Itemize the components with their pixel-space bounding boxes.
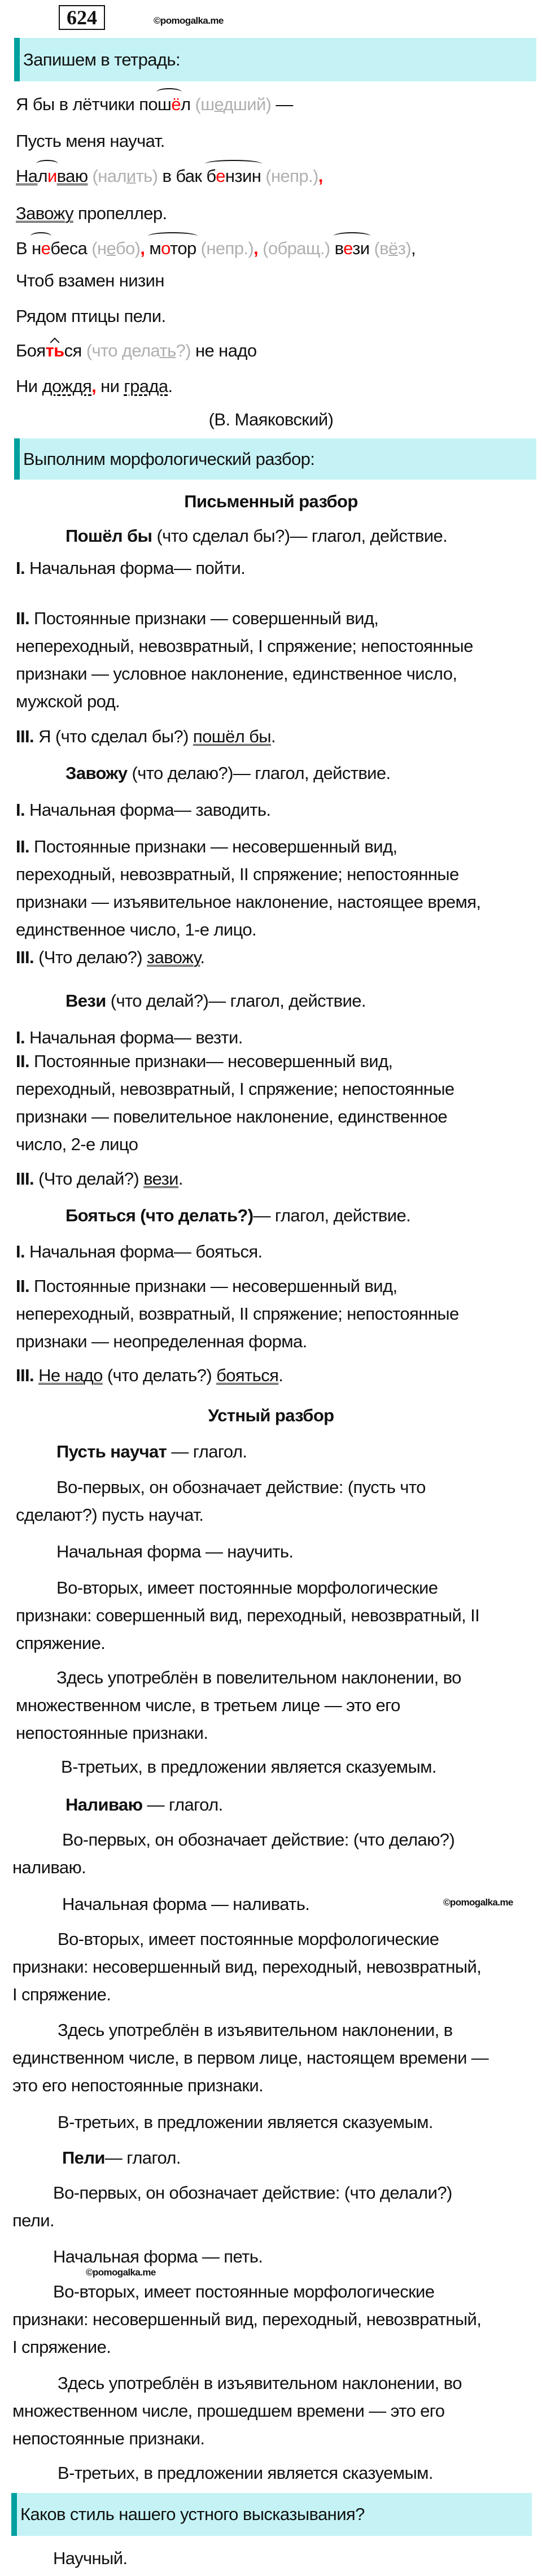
poem-line <box>16 372 173 400</box>
numeral: II. <box>16 608 30 628</box>
highlighted-letter: е <box>41 238 51 258</box>
text: Во-первых, он обозначает действие: (пусть что <box>56 1477 426 1497</box>
text: Рядом птицы пели. <box>16 306 166 326</box>
hint-letter: и <box>126 166 136 186</box>
watermark: ©pomogalka.me <box>154 15 224 26</box>
syntactic-role <box>16 723 276 750</box>
hint: (что дела <box>81 341 160 360</box>
task-title: Выполним морфологический разбор: <box>23 449 315 469</box>
ending-arc <box>158 90 181 118</box>
numeral: III. <box>16 1365 34 1385</box>
text: Начальная форма — петь. <box>53 2247 263 2266</box>
word: Пели <box>62 2148 105 2168</box>
text: В-третьих, в предложении является сказуемым. <box>58 2112 433 2132</box>
word: Завожу <box>65 763 128 783</box>
text: б <box>206 166 216 186</box>
text: Здесь употреблён в повелительном наклонении, во <box>56 1668 461 1687</box>
task-header-2 <box>14 438 536 480</box>
text: наливаю. <box>12 1857 86 1877</box>
hint: дший) <box>223 94 272 114</box>
text: л <box>37 166 47 186</box>
text: Постоянные признаки — несовершенный вид, <box>29 1276 397 1296</box>
text: спряжение. <box>16 1633 106 1653</box>
poem-line <box>16 127 165 155</box>
paragraph <box>16 1753 436 1781</box>
root-arc <box>206 162 261 190</box>
initial-form <box>16 796 270 824</box>
paragraph <box>16 1574 479 1657</box>
hint-letter: е <box>106 238 116 258</box>
text: в <box>334 238 344 258</box>
word: Наливаю <box>65 1795 143 1814</box>
text: Я бы в лётчики по <box>16 94 158 114</box>
paragraph <box>16 1664 461 1747</box>
text: . <box>278 1365 283 1385</box>
text: На <box>16 166 38 186</box>
numeral: II. <box>16 837 30 856</box>
hint: (н <box>87 238 107 258</box>
text: (Что делаю?) <box>34 947 147 967</box>
heading: Письменный разбор <box>184 491 358 511</box>
poem-author <box>0 406 542 433</box>
entry-heading <box>62 2144 181 2172</box>
task-header-1 <box>14 38 536 81</box>
root-arc <box>37 162 56 190</box>
paragraph <box>16 1473 426 1529</box>
numeral: I. <box>16 1028 25 1047</box>
hint: ть) <box>136 166 158 186</box>
text: . <box>200 947 205 967</box>
text: переходный, невозвратный, I спряжение; непостоянные <box>16 1079 454 1099</box>
written-title <box>0 488 542 515</box>
text: Постоянные признаки— несовершенный вид, <box>29 1051 393 1071</box>
text: непереходный, невозвратный, I спряжение; непостоянные <box>16 636 473 656</box>
text: зи <box>352 238 370 258</box>
constant-features <box>16 833 480 943</box>
text: Во-вторых, имеет постоянные морфологические <box>56 1578 438 1598</box>
text: Научный. <box>53 2548 128 2568</box>
numeral: I. <box>16 558 25 578</box>
text: ся <box>64 341 82 360</box>
red-comma: , <box>91 376 97 396</box>
text: признаки — повелительное наклонение, единственное <box>16 1107 447 1126</box>
entry-heading <box>65 522 447 550</box>
text: — глагол. <box>104 2148 181 2168</box>
word: Пусть научат <box>56 1442 167 1461</box>
suffix-mark: ть <box>46 337 64 364</box>
paragraph <box>12 2108 433 2136</box>
predicate: вези <box>143 1169 178 1189</box>
hint: (непр.) <box>196 238 254 258</box>
numeral: III. <box>16 726 34 746</box>
text: единственном числе, в первом лице, настоящем времени — <box>12 2048 489 2068</box>
poem-line <box>16 267 164 294</box>
paragraph <box>12 2016 488 2099</box>
text: множественном числе, прошедшем времени — это его <box>12 2401 445 2421</box>
root-arc <box>149 234 196 262</box>
syntactic-role <box>16 943 204 971</box>
entry-heading <box>65 987 366 1015</box>
text: признаки — изъявительное наклонение, настоящее время, <box>16 892 481 912</box>
text: Здесь употреблён в изъявительном наклонении, в <box>58 2020 453 2040</box>
red-comma: , <box>253 238 259 258</box>
text: Чтоб взамен низин <box>16 271 164 290</box>
text: (что делать?) <box>102 1365 217 1385</box>
text: ш <box>158 94 172 114</box>
text: Постоянные признаки — несовершенный вид, <box>29 837 397 856</box>
homogeneous-member: града <box>124 376 168 396</box>
numeral: I. <box>16 1242 25 1261</box>
text: Постоянные признаки — совершенный вид, <box>29 608 379 628</box>
numeral: III. <box>16 1169 34 1189</box>
hint: ?) <box>176 341 191 360</box>
constant-features <box>16 604 473 715</box>
root-arc <box>32 234 50 262</box>
task-title: Каков стиль нашего устного высказывания? <box>20 2504 365 2524</box>
poem-line <box>16 199 167 227</box>
word: Пошёл бы <box>65 526 152 546</box>
text: число, 2-е лицо <box>16 1134 138 1154</box>
text: пропеллер. <box>73 203 167 223</box>
highlighted-letter: ё <box>171 94 181 114</box>
text: ваю <box>56 166 88 186</box>
hint: (непр.) <box>261 166 318 186</box>
text: Во-первых, он обозначает действие: (что делали?) <box>53 2183 452 2203</box>
text: признаки: несовершенный вид, переходный, невозвратный, <box>12 1957 482 1977</box>
entry-heading <box>65 1791 223 1818</box>
oral-title <box>0 1402 542 1429</box>
text: Пусть меня научат. <box>16 131 165 151</box>
entry-heading <box>65 1202 410 1229</box>
text: непостоянные признаки. <box>16 1723 208 1743</box>
paragraph <box>12 1925 481 2008</box>
entry-heading <box>65 759 391 787</box>
text: н <box>32 238 41 258</box>
text: — глагол, действие. <box>253 1206 411 1225</box>
text: (что делай?)— глагол, действие. <box>106 991 366 1011</box>
text: Во-вторых, имеет постоянные морфологические <box>58 1929 439 1949</box>
text: это его непостоянные признаки. <box>12 2075 264 2095</box>
text: пели. <box>12 2211 55 2230</box>
text: (что сделал бы?)— глагол, действие. <box>152 526 448 546</box>
text: Начальная форма— везти. <box>25 1028 243 1047</box>
initial-form <box>16 1238 263 1265</box>
highlighted-letter: е <box>216 166 225 186</box>
homogeneous-member: дождя <box>42 376 92 396</box>
syntactic-role <box>16 1165 183 1193</box>
root-arc <box>335 234 370 262</box>
text <box>145 238 149 258</box>
initial-form <box>16 554 245 582</box>
text: I спряжение. <box>12 2337 111 2357</box>
text: Здесь употреблён в изъявительном наклонении, во <box>58 2373 462 2393</box>
syntactic-role <box>16 1361 283 1389</box>
paragraph <box>12 2459 433 2487</box>
numeral: II. <box>16 1276 30 1296</box>
hint: з) <box>397 238 412 258</box>
exercise-number: 624 <box>59 5 105 30</box>
text: . <box>168 376 173 396</box>
text: (В. Маяковский) <box>208 410 334 429</box>
text: сделают?) пусть научат. <box>16 1505 204 1525</box>
paragraph <box>12 2179 452 2234</box>
text: ни <box>96 376 124 396</box>
poem-line <box>16 162 323 190</box>
heading: Устный разбор <box>208 1406 334 1425</box>
text: Боя <box>16 341 46 360</box>
hint-letter: е <box>214 94 224 114</box>
text: Я (что сделал бы?) <box>34 726 193 746</box>
text: м <box>149 238 161 258</box>
predicate-zavozhu: Завожу <box>16 203 73 223</box>
text: признаки: совершенный вид, переходный, невозвратный, II <box>16 1605 480 1625</box>
hint-letter: ё <box>388 238 398 258</box>
text: признаки — условное наклонение, единственное число, <box>16 664 457 684</box>
hint: (в <box>369 238 389 258</box>
text: . <box>178 1169 183 1189</box>
predicate: бояться <box>216 1365 279 1385</box>
hint: (обращ.) <box>258 238 335 258</box>
paragraph <box>12 1826 454 1881</box>
text: л <box>180 94 191 114</box>
paragraph <box>16 1538 293 1565</box>
text: — глагол. <box>167 1442 247 1461</box>
text: Начальная форма— заводить. <box>25 800 271 820</box>
text: Начальная форма — наливать. <box>62 1894 310 1914</box>
word: Вези <box>65 991 106 1011</box>
text: Во-вторых, имеет постоянные морфологические <box>53 2282 435 2301</box>
text: беса <box>50 238 88 258</box>
text: переходный, невозвратный, II спряжение; непостоянные <box>16 864 459 884</box>
hint: (нал <box>88 166 126 186</box>
task-title: Запишем в тетрадь: <box>23 49 180 69</box>
answer <box>53 2544 127 2572</box>
highlighted-letter: о <box>161 238 171 258</box>
hint: (ш <box>190 94 215 114</box>
task-header-3 <box>11 2493 532 2536</box>
text: нзин <box>225 166 261 186</box>
red-comma: , <box>318 166 323 186</box>
text: непереходный, возвратный, II спряжение; непостоянные <box>16 1304 459 1324</box>
text: Начальная форма — научить. <box>56 1542 294 1561</box>
hint: бо) <box>115 238 141 258</box>
text: в бак <box>158 166 207 186</box>
paragraph <box>12 2278 481 2361</box>
entry-heading <box>56 1438 247 1465</box>
text: Во-первых, он обозначает действие: (что делаю?) <box>62 1830 455 1850</box>
watermark: ©pomogalka.me <box>86 2267 156 2278</box>
text: Ни <box>16 376 42 396</box>
text: В-третьих, в предложении является сказуемым. <box>58 2463 433 2483</box>
text: единственное число, 1-е лицо. <box>16 920 257 939</box>
poem-line <box>16 234 416 262</box>
text: . <box>270 726 276 746</box>
text <box>34 1365 38 1385</box>
constant-features <box>16 1272 459 1355</box>
text: — <box>271 94 293 114</box>
text: не надо <box>191 341 257 360</box>
highlighted-letter: и <box>47 166 57 186</box>
text: признаки — неопределенная форма. <box>16 1331 307 1351</box>
poem-line <box>16 337 256 364</box>
constant-features <box>16 1047 454 1158</box>
numeral: I. <box>16 800 25 820</box>
numeral: II. <box>16 1051 30 1071</box>
paragraph <box>12 2243 263 2270</box>
predicate-nalivayu <box>16 166 88 186</box>
text: — глагол. <box>142 1795 223 1814</box>
text: Начальная форма— пойти. <box>25 558 246 578</box>
text: Начальная форма— бояться. <box>25 1242 263 1261</box>
text: (что делаю?)— глагол, действие. <box>127 763 391 783</box>
text: мужской род. <box>16 691 120 711</box>
red-comma: , <box>140 238 145 258</box>
hint-letter: ть <box>159 341 176 360</box>
text: , <box>411 238 416 258</box>
predicate: завожу <box>147 947 200 967</box>
highlighted-letter: е <box>343 238 353 258</box>
watermark: ©pomogalka.me <box>443 1897 513 1908</box>
numeral: III. <box>16 947 34 967</box>
predicate: пошёл бы <box>193 726 271 746</box>
text: тор <box>170 238 196 258</box>
paragraph <box>12 2369 462 2452</box>
text: В-третьих, в предложении является сказуемым. <box>61 1757 436 1777</box>
text: I спряжение. <box>12 1985 111 2004</box>
text: множественном числе, в третьем лице — это его <box>16 1695 400 1715</box>
poem-line <box>16 302 165 330</box>
text: непостоянные признаки. <box>12 2429 205 2448</box>
text: (Что делай?) <box>34 1169 144 1189</box>
poem-line <box>16 90 293 118</box>
word: Бояться (что делать?) <box>65 1206 253 1225</box>
predicate: Не надо <box>38 1365 103 1385</box>
text: В <box>16 238 32 258</box>
paragraph <box>12 1890 309 1918</box>
text: признаки: несовершенный вид, переходный, невозвратный, <box>12 2309 482 2329</box>
